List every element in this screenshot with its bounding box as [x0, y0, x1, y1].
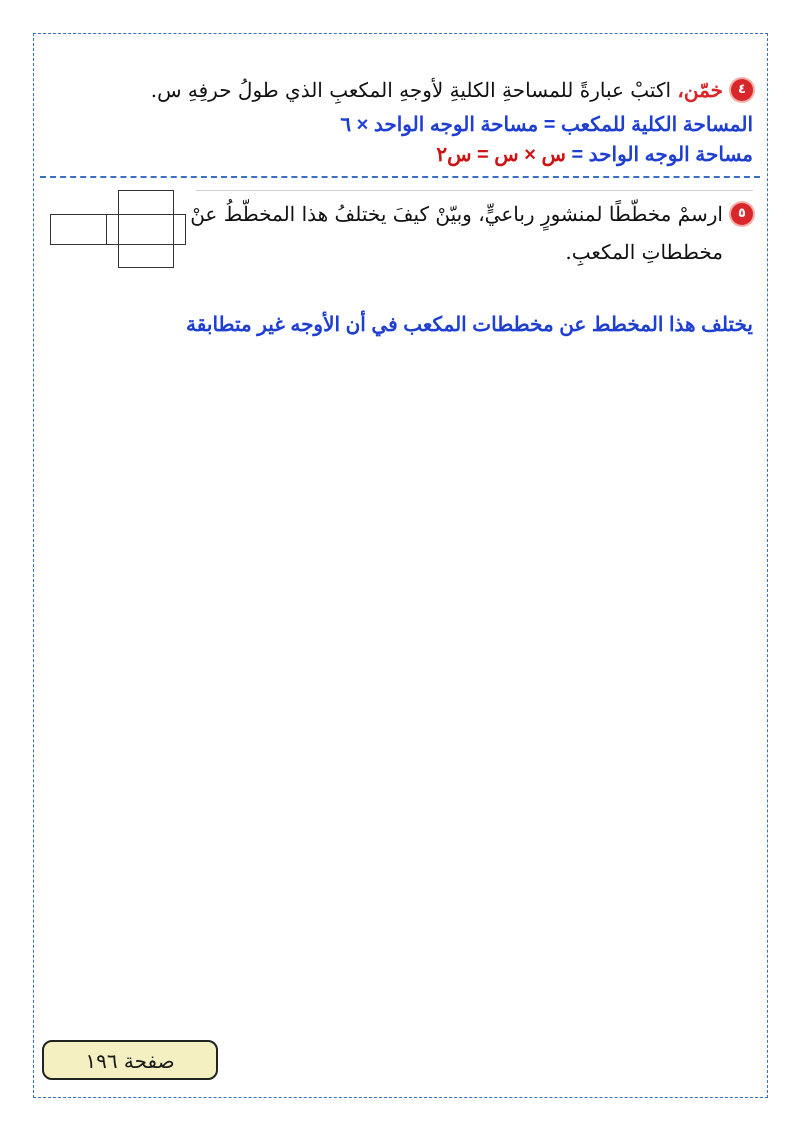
question-4: [151, 78, 753, 102]
question-5-text-line-2: مخططاتِ المكعبِ.: [565, 240, 723, 264]
net-front-face: [118, 214, 174, 245]
net-top-face: [118, 190, 174, 215]
net-right-side-face: [173, 214, 186, 245]
net-left-face: [50, 214, 107, 245]
answer-4-line-2-label: مساحة الوجه الواحد =: [565, 144, 753, 166]
section-separator: [40, 176, 760, 178]
net-bottom-face: [118, 244, 174, 268]
question-4-number-badge: ٤: [731, 79, 753, 101]
question-5-number-badge: ٥: [731, 203, 753, 225]
question-divider: [196, 190, 753, 191]
question-5-text-line-1: ارسمْ مخطّطًا لمنشورٍ رباعيٍّ، وبيّنْ كيفَ يختلفُ هذا المخطّطُ عنْ: [190, 202, 723, 226]
answer-4-line-2: [436, 142, 753, 167]
question-4-text: اكتبْ عبارةً للمساحةِ الكليةِ لأوجهِ المكعبِ الذي طولُ حرفِهِ س.: [150, 78, 672, 102]
page-number-label: صفحة ١٩٦: [42, 1040, 218, 1080]
answer-4-line-1: المساحة الكلية للمكعب = مساحة الوجه الواحد × ٦: [340, 114, 753, 136]
question-5: [190, 202, 753, 226]
answer-5: يختلف هذا المخطط عن مخططات المكعب في أن الأوجه غير متطابقة: [186, 314, 753, 336]
answer-4-formula: س × س = س٢: [436, 144, 566, 166]
think-label: خمّن،: [677, 78, 723, 102]
